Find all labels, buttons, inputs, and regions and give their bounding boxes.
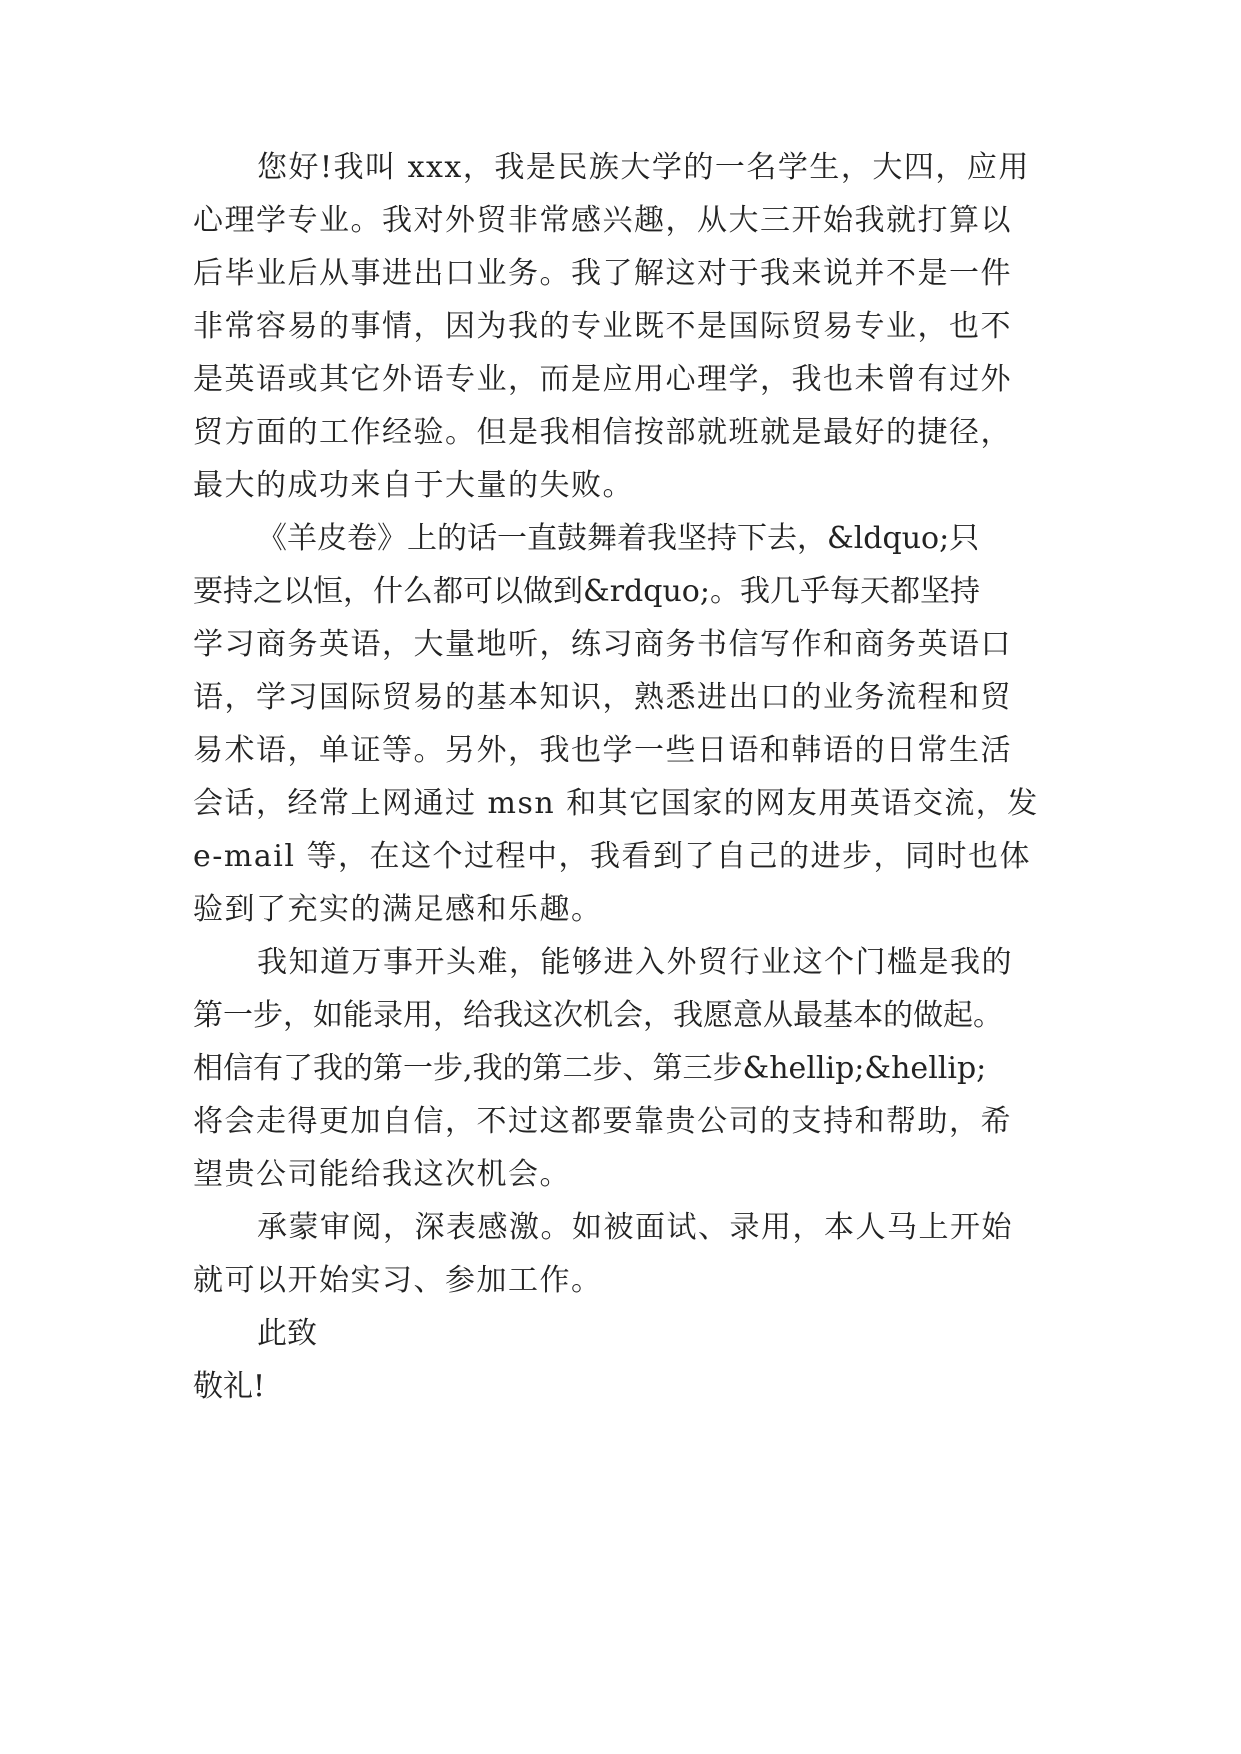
text-line: 就可以开始实习、参加工作。 [193,1263,603,1298]
text-line: 您好!我叫 xxx，我是民族大学的一名学生，大四，应用 [257,150,1030,185]
text-line: 相信有了我的第一步,我的第二步、第三步&hellip;&hellip; [193,1051,987,1086]
text-line: 会话，经常上网通过 msn 和其它国家的网友用英语交流，发 [193,786,1039,821]
text-line: e-mail 等，在这个过程中，我看到了自己的进步，同时也体 [193,839,1031,874]
text-line: 望贵公司能给我这次机会。 [193,1157,571,1192]
text-line: 第一步，如能录用，给我这次机会，我愿意从最基本的做起。 [193,998,1003,1033]
text-line: 是英语或其它外语专业，而是应用心理学，我也未曾有过外 [193,362,1012,397]
text-line: 心理学专业。我对外贸非常感兴趣，从大三开始我就打算以 [193,203,1012,238]
text-line: 最大的成功来自于大量的失败。 [193,468,634,503]
text-line: 易术语，单证等。另外，我也学一些日语和韩语的日常生活 [193,733,1012,768]
text-line: 语，学习国际贸易的基本知识，熟悉进出口的业务流程和贸 [193,680,1012,715]
text-line: 承蒙审阅，深表感激。如被面试、录用，本人马上开始 [257,1210,1013,1245]
text-line: 我知道万事开头难，能够进入外贸行业这个门槛是我的 [257,945,1013,980]
text-line: 非常容易的事情，因为我的专业既不是国际贸易专业，也不 [193,309,1012,344]
text-line: 将会走得更加自信，不过这都要靠贵公司的支持和帮助，希 [193,1104,1012,1139]
text-line: 《羊皮卷》上的话一直鼓舞着我坚持下去，&ldquo;只 [257,521,980,556]
closing: 此致 [257,1316,317,1351]
text-line: 学习商务英语，大量地听，练习商务书信写作和商务英语口 [193,627,1012,662]
text-line: 贸方面的工作经验。但是我相信按部就班就是最好的捷径， [193,415,1012,450]
text-line: 要持之以恒，什么都可以做到&rdquo;。我几乎每天都坚持 [193,574,980,609]
text-line: 后毕业后从事进出口业务。我了解这对于我来说并不是一件 [193,256,1012,291]
text-line: 验到了充实的满足感和乐趣。 [193,892,603,927]
salutation: 敬礼! [193,1369,266,1404]
